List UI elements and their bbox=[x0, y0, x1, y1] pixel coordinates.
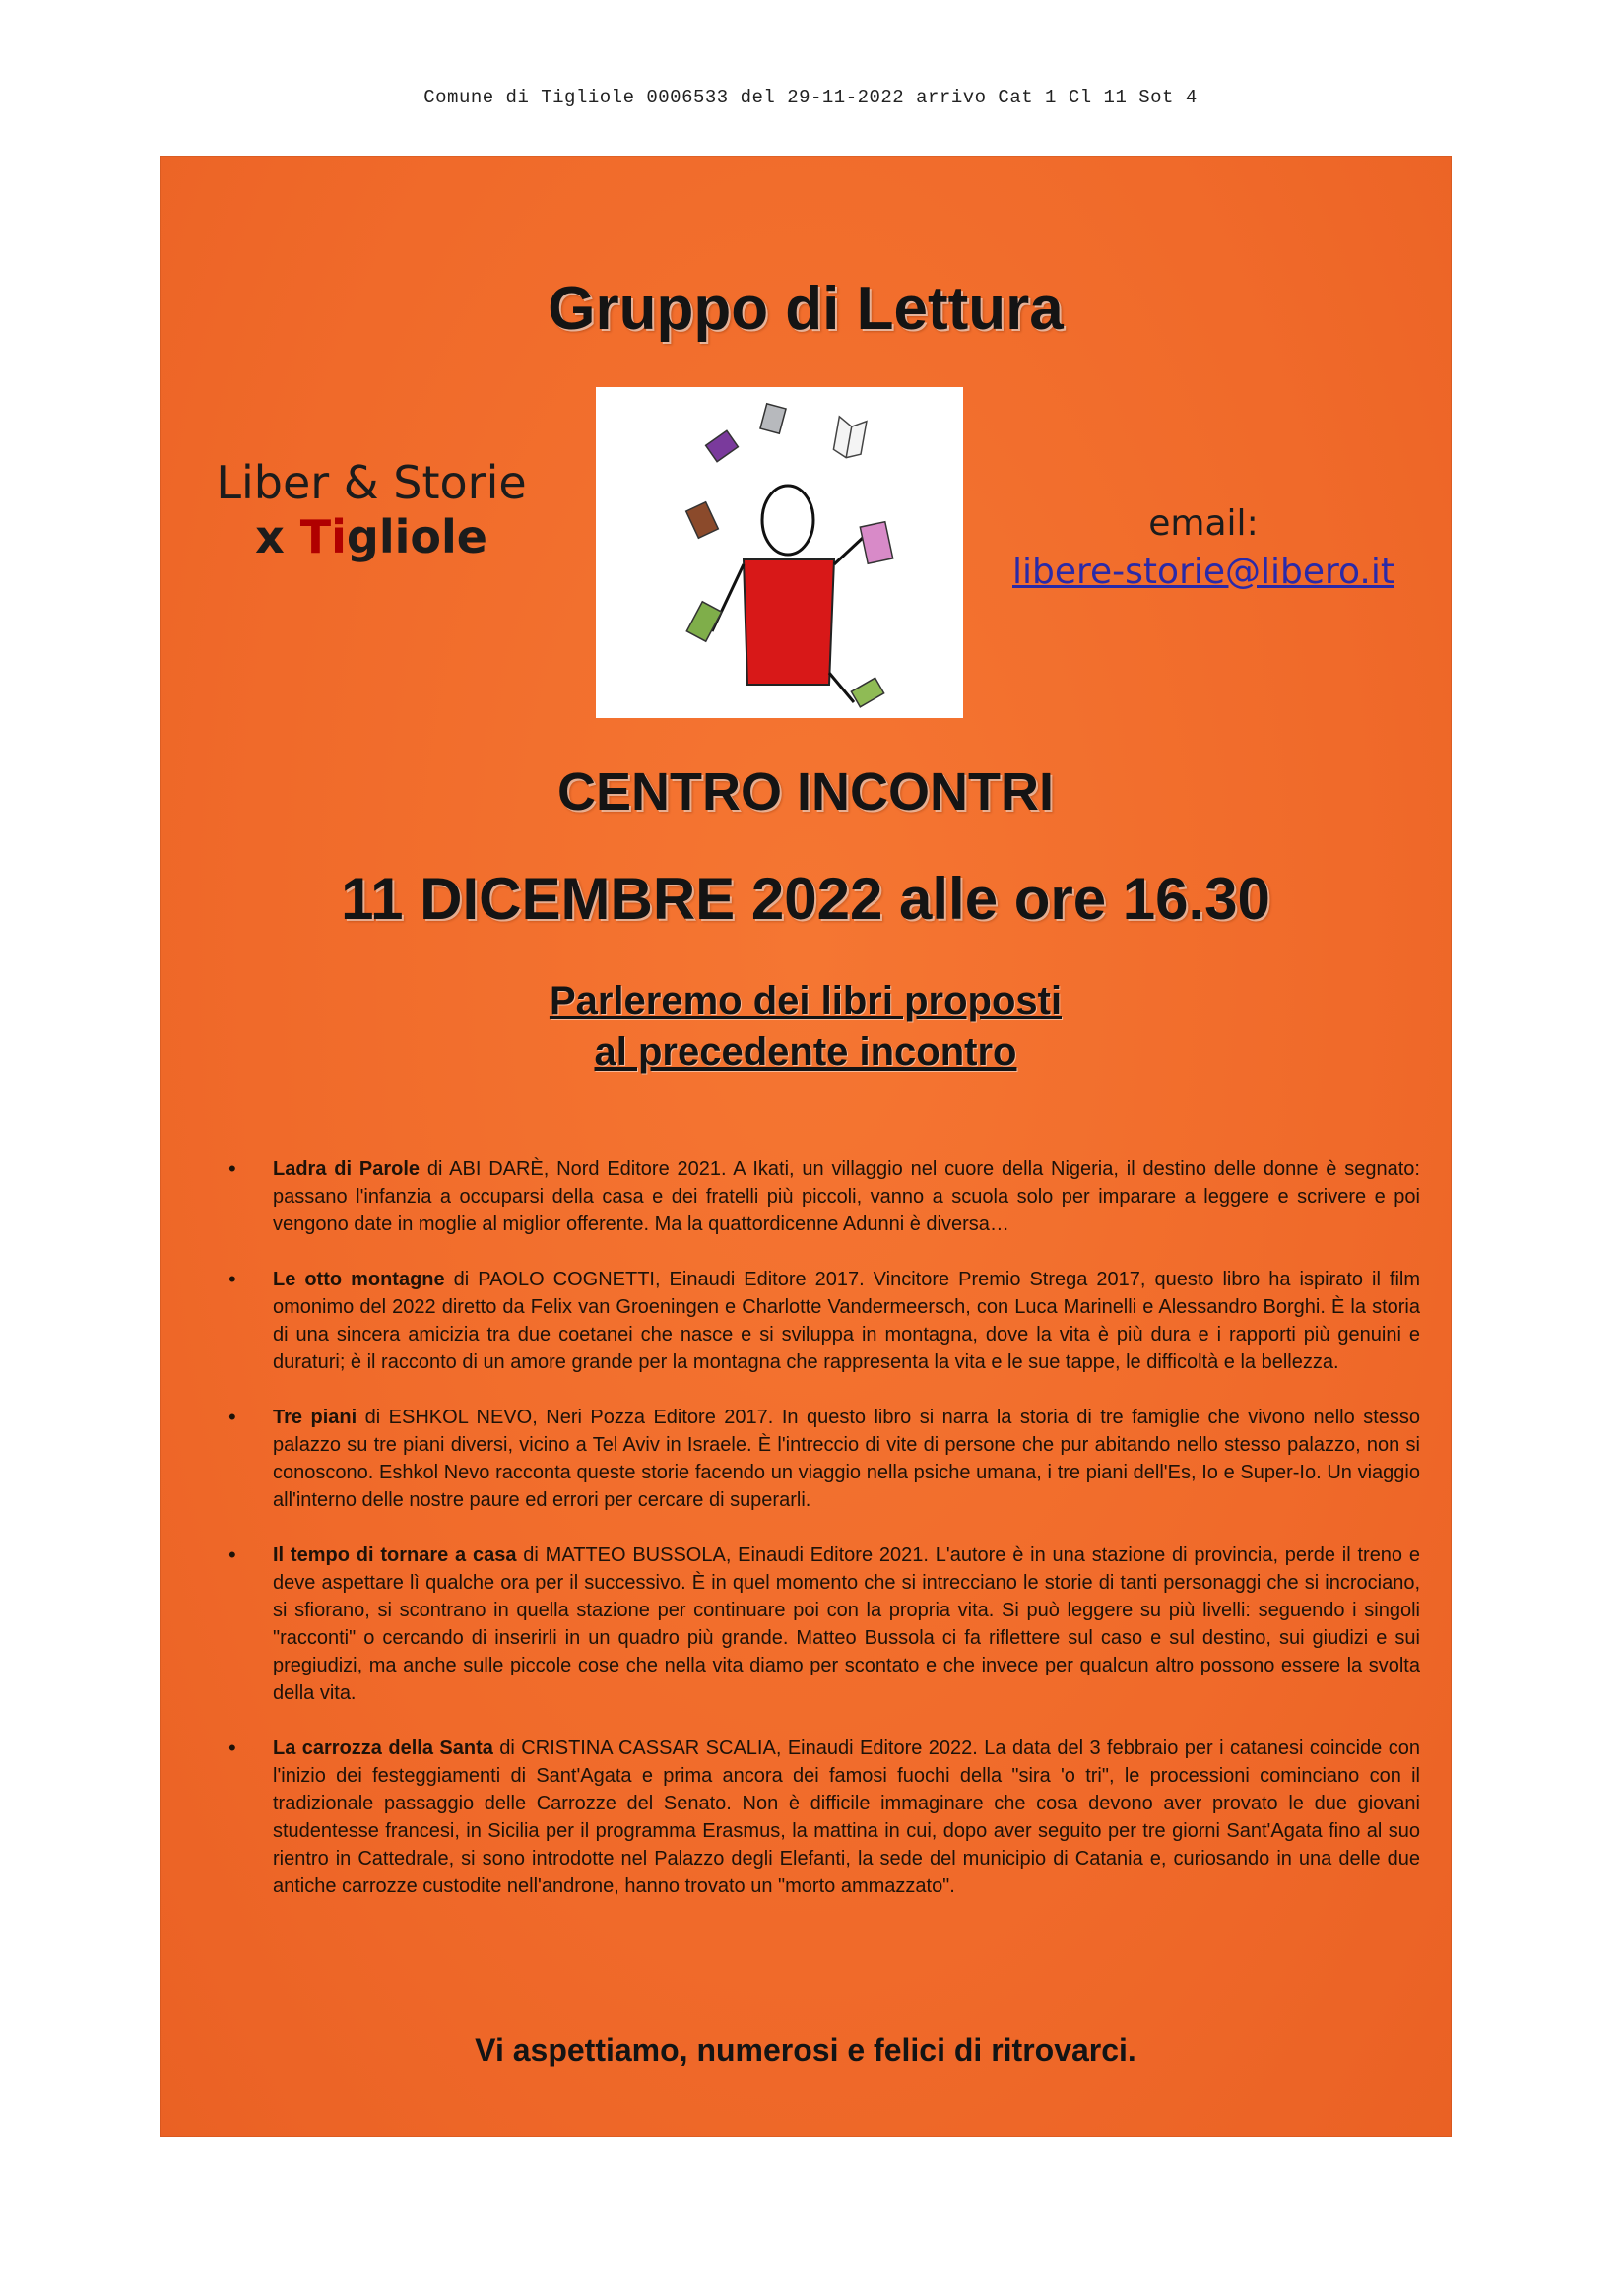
figure-right-leg bbox=[829, 673, 854, 702]
contact-info bbox=[977, 500, 1430, 596]
event-venue: CENTRO INCONTRI bbox=[557, 762, 1054, 821]
protocol-stamp: Comune di Tigliole 0006533 del 29-11-2022 arrivo Cat 1 Cl 11 Sot 4 bbox=[423, 87, 1198, 108]
book-title: Ladra di Parole bbox=[273, 1158, 421, 1180]
book-green-left bbox=[686, 602, 721, 641]
organization-name bbox=[189, 456, 553, 564]
poster bbox=[160, 156, 1452, 2137]
subtitle-line1: Parleremo dei libri proposti bbox=[549, 979, 1063, 1022]
book-item bbox=[219, 1735, 1420, 1900]
book-details: di MATTEO BUSSOLA, Einaudi Editore 2021. L'autore è in una stazione di provincia, perde il treno e deve aspettare lì qualche ora per il successivo. È in quel momento che si intrecciano le storie di tanti personaggi che si incrociano, si sfiorano, si scontrano in quella stazione per continuare poi con la propria vita. Si può leggere su più livelli: seguendo i singoli "racconti" o cercando di inserirli in un quadro più grande. Matteo Bussola ci fa riflettere sul caso e sul destino, sui giudizi e sui pregiudizi, ma anche sulle piccole cose che nella vita diamo per scontato e che invece per qualcun altro possono essere la svolta della vita. bbox=[273, 1544, 1420, 1704]
book-details: di CRISTINA CASSAR SCALIA, Einaudi Editore 2022. La data del 3 febbraio per i catanesi coincide con l'inizio dei festeggiamenti di Sant'Agata e prima ancora dei famosi fuochi della "sira 'o tri", le processioni cominciano con il tradizionale passaggio delle Carrozze del Senato. Non è difficile immaginare che cosa devono aver provato le due giovani studentesse francesi, in Sicilia per il programma Erasmus, la mattina in cui, dopo aver seguito per tre giorni Sant'Agata fino al suo rientro in Cattedrale, si sono introdotte nel Palazzo degli Elefanti, la sede del municipio di Catania e, curiosando in una delle due antiche carrozze custodite nell'androne, hanno trovato un "morto ammazzato". bbox=[273, 1738, 1420, 1897]
book-gray-top bbox=[760, 404, 786, 433]
reader-juggling-books-logo-icon bbox=[596, 387, 963, 718]
book-item bbox=[219, 1155, 1420, 1238]
book-title: Il tempo di tornare a casa bbox=[273, 1544, 517, 1566]
organization-line2 bbox=[189, 510, 553, 564]
subtitle-line2: al precedente incontro bbox=[594, 1030, 1017, 1074]
bullet-icon: • bbox=[228, 1405, 236, 1429]
book-list bbox=[219, 1155, 1420, 1928]
bullet-icon: • bbox=[228, 1156, 236, 1181]
page-title: Gruppo di Lettura bbox=[548, 275, 1064, 343]
event-datetime: 11 DICEMBRE 2022 alle ore 16.30 bbox=[341, 866, 1270, 932]
organization-rest: gliole bbox=[346, 510, 487, 564]
organization-prefix: x bbox=[255, 510, 300, 564]
closing-message: Vi aspettiamo, numerosi e felici di ritrovarci. bbox=[475, 2032, 1136, 2067]
book-item bbox=[219, 1266, 1420, 1376]
book-details: di ESHKOL NEVO, Neri Pozza Editore 2017. In questo libro si narra la storia di tre famiglie che vivono nello stesso palazzo su tre piani diversi, vicino a Tel Aviv in Israele. È l'intreccio di vite di persone che pur abitando nello stesso palazzo, non si conoscono. Eshkol Nevo racconta queste storie facendo un viaggio nella psiche umana, i tre piani dell'Es, Io e Super-Io. Un viaggio all'interno delle nostre paure ed errori per cercare di superarli. bbox=[273, 1407, 1420, 1511]
figure-head bbox=[762, 486, 813, 555]
organization-red-letters: Ti bbox=[299, 510, 347, 564]
bullet-icon: • bbox=[228, 1542, 236, 1567]
book-item bbox=[219, 1404, 1420, 1514]
book-item bbox=[219, 1542, 1420, 1707]
book-open-white bbox=[832, 417, 867, 460]
book-pink-right bbox=[860, 522, 892, 564]
organization-line1: Liber & Storie bbox=[216, 456, 527, 509]
book-title: Le otto montagne bbox=[273, 1269, 445, 1290]
figure-right-arm bbox=[834, 537, 864, 564]
book-details: di ABI DARÈ, Nord Editore 2021. A Ikati, un villaggio nel cuore della Nigeria, il destino delle donne è segnato: passano l'infanzia a occuparsi della casa e dei fratelli più piccoli, vanno a scuola solo per imparare a leggere e scrivere e poi vengono date in moglie al miglior offerente. Ma la quattordicenne Adunni è diversa… bbox=[273, 1158, 1420, 1235]
book-details: di PAOLO COGNETTI, Einaudi Editore 2017. Vincitore Premio Strega 2017, questo libro ha ispirato il film omonimo del 2022 diretto da Felix van Groeningen e Charlotte Vandermeersch, con Luca Marinelli e Alessandro Borghi. È la storia di una sincera amicizia tra due coetanei che nasce e si sviluppa in montagna, dove la vita è più dura e i rapporti più genuini e duraturi; è il racconto di un amore grande per la montagna che rappresenta la vita e le sue tappe, le difficoltà e la bellezza. bbox=[273, 1269, 1420, 1373]
email-link[interactable]: libere-storie@libero.it bbox=[1012, 551, 1394, 592]
book-purple-top bbox=[706, 430, 739, 461]
figure-body bbox=[744, 559, 834, 685]
book-green-right bbox=[851, 678, 883, 707]
book-title: La carrozza della Santa bbox=[273, 1738, 493, 1759]
book-title: Tre piani bbox=[273, 1407, 357, 1428]
bullet-icon: • bbox=[228, 1736, 236, 1760]
event-subtitle bbox=[160, 975, 1452, 1078]
email-label: email: bbox=[1148, 503, 1259, 544]
book-brown-left bbox=[686, 502, 719, 538]
bullet-icon: • bbox=[228, 1267, 236, 1291]
